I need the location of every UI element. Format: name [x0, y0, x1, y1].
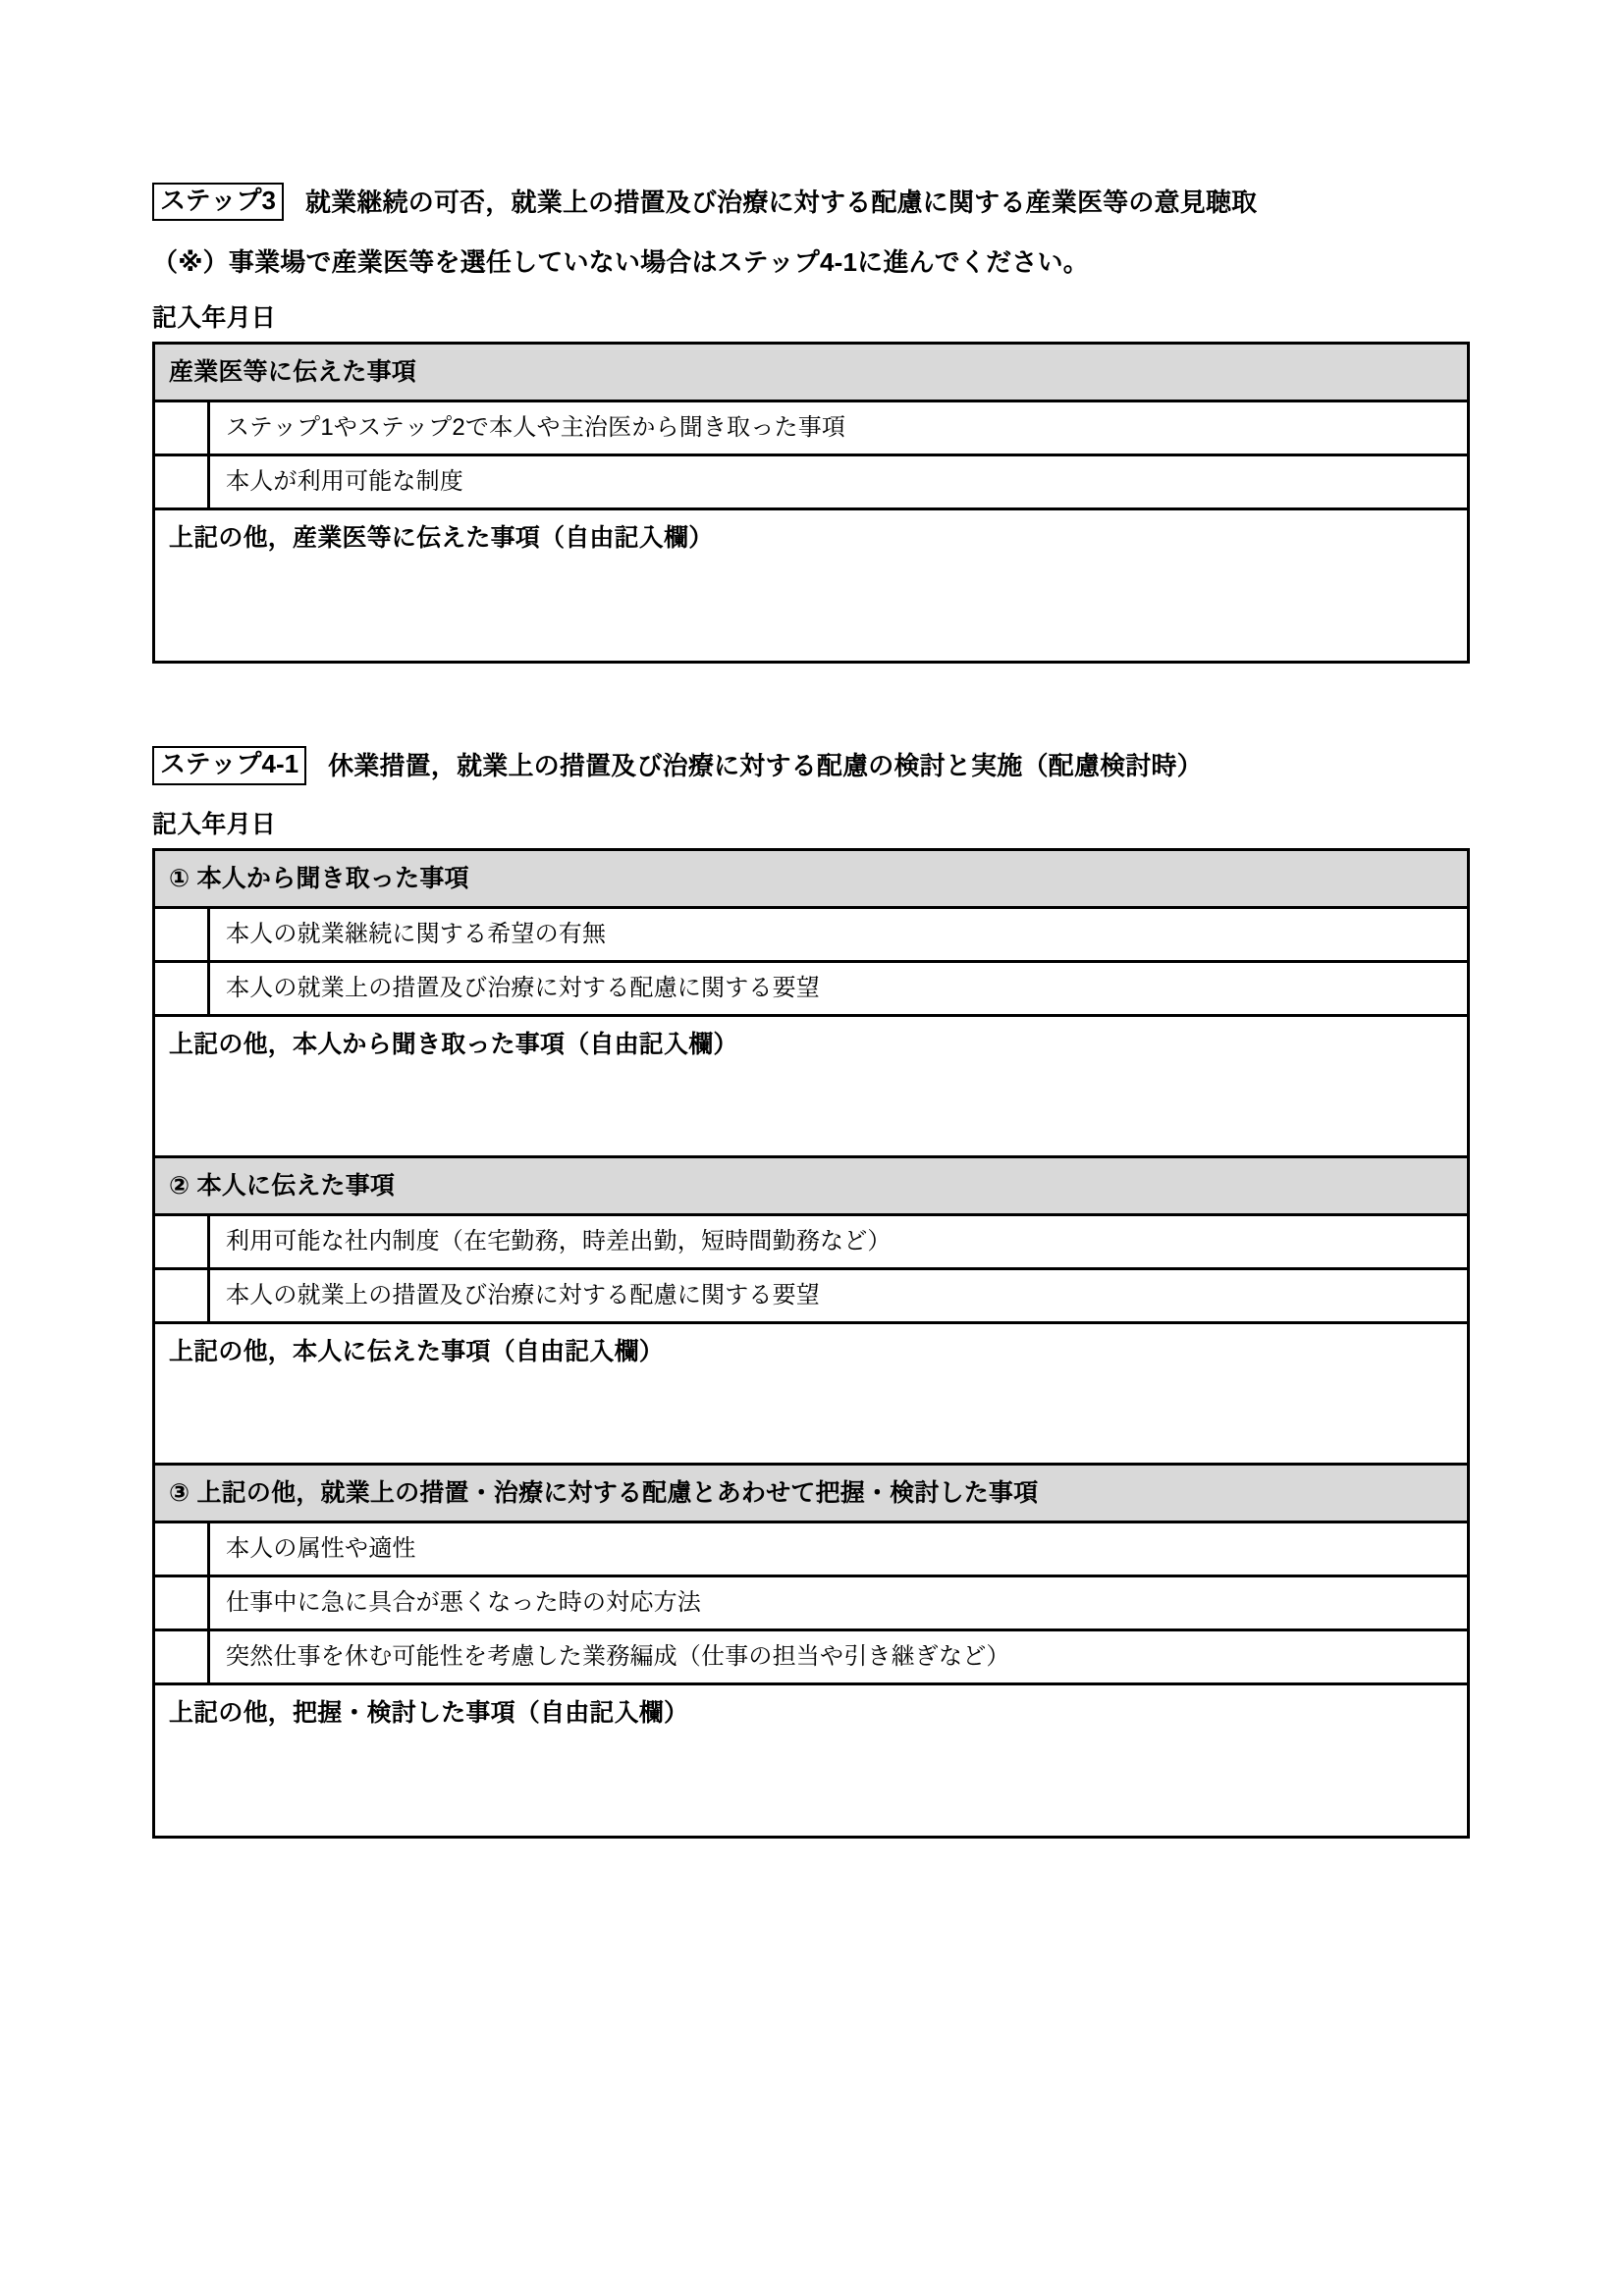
free-entry-label: 上記の他，産業医等に伝えた事項（自由記入欄）: [169, 524, 714, 553]
checkbox-cell[interactable]: [155, 456, 210, 507]
check-item-label: 利用可能な社内制度（在宅勤務，時差出勤，短時間勤務など）: [226, 1227, 892, 1255]
check-item-label: 突然仕事を休む可能性を考慮した業務編成（仕事の担当や引き継ぎなど）: [226, 1642, 1010, 1670]
check-item-label: 本人の就業上の措置及び治療に対する配慮に関する要望: [226, 974, 820, 1001]
section-1-band-header: ① 本人から聞き取った事項: [155, 851, 1467, 909]
page-content: [152, 183, 1470, 1839]
table-row[interactable]: [155, 402, 1467, 456]
check-item-label: 本人の属性や適性: [226, 1534, 416, 1562]
free-entry-label: 上記の他，本人から聞き取った事項（自由記入欄）: [169, 1030, 738, 1058]
step4-1-record-date-label: 記入年月日: [152, 810, 277, 838]
free-entry-area[interactable]: [155, 1734, 1467, 1836]
step4-1-heading: [152, 746, 1470, 784]
checkbox-cell[interactable]: [155, 1631, 210, 1682]
step3-note: （※）事業場で産業医等を選任していない場合はステップ4-1に進んでください。: [152, 247, 1089, 278]
check-item-label: 仕事中に急に具合が悪くなった時の対応方法: [226, 1588, 701, 1616]
checkbox-cell[interactable]: [155, 402, 210, 454]
table-row[interactable]: [155, 1631, 1467, 1685]
step4-1-chip: ステップ4-1: [152, 746, 306, 784]
free-entry-row[interactable]: [155, 1685, 1467, 1836]
table-row[interactable]: [155, 456, 1467, 510]
check-item-label: 本人の就業継続に関する希望の有無: [226, 920, 607, 947]
step4-1-table: [152, 848, 1470, 1839]
free-entry-area[interactable]: [155, 1372, 1467, 1463]
section-spacer: [152, 664, 1470, 746]
step3-record-date-label: 記入年月日: [152, 304, 277, 333]
free-entry-label: 上記の他，把握・検討した事項（自由記入欄）: [169, 1698, 689, 1727]
step3-band-header: 産業医等に伝えた事項: [155, 345, 1467, 402]
checkbox-cell[interactable]: [155, 909, 210, 960]
free-entry-row[interactable]: [155, 1324, 1467, 1466]
check-item-label: 本人が利用可能な制度: [226, 468, 463, 496]
checkbox-cell[interactable]: [155, 1577, 210, 1629]
free-entry-area[interactable]: [155, 1065, 1467, 1155]
free-entry-label: 上記の他，本人に伝えた事項（自由記入欄）: [169, 1337, 665, 1365]
step4-1-title: 休業措置，就業上の措置及び治療に対する配慮の検討と実施（配慮検討時）: [328, 750, 1203, 780]
step3-table: [152, 342, 1470, 664]
step3-block: [152, 183, 1470, 664]
table-row[interactable]: [155, 1216, 1467, 1270]
table-row[interactable]: [155, 963, 1467, 1017]
free-entry-area[interactable]: [155, 559, 1467, 661]
section-2-band-header: ② 本人に伝えた事項: [155, 1158, 1467, 1216]
table-row[interactable]: [155, 1523, 1467, 1577]
table-row[interactable]: [155, 909, 1467, 963]
table-row[interactable]: [155, 1270, 1467, 1324]
check-item-label: ステップ1やステップ2で本人や主治医から聞き取った事項: [226, 414, 846, 442]
section-3-band-header: ③ 上記の他，就業上の措置・治療に対する配慮とあわせて把握・検討した事項: [155, 1466, 1467, 1523]
free-entry-row[interactable]: [155, 510, 1467, 661]
checkbox-cell[interactable]: [155, 1270, 210, 1321]
step3-chip: ステップ3: [152, 183, 284, 221]
table-row[interactable]: [155, 1577, 1467, 1631]
checkbox-cell[interactable]: [155, 1523, 210, 1575]
check-item-label: 本人の就業上の措置及び治療に対する配慮に関する要望: [226, 1281, 820, 1308]
step4-1-block: [152, 746, 1470, 1838]
step3-heading: [152, 183, 1470, 221]
checkbox-cell[interactable]: [155, 963, 210, 1014]
step3-title: 就業継続の可否，就業上の措置及び治療に対する配慮に関する産業医等の意見聴取: [304, 187, 1258, 217]
free-entry-row[interactable]: [155, 1017, 1467, 1158]
checkbox-cell[interactable]: [155, 1216, 210, 1267]
